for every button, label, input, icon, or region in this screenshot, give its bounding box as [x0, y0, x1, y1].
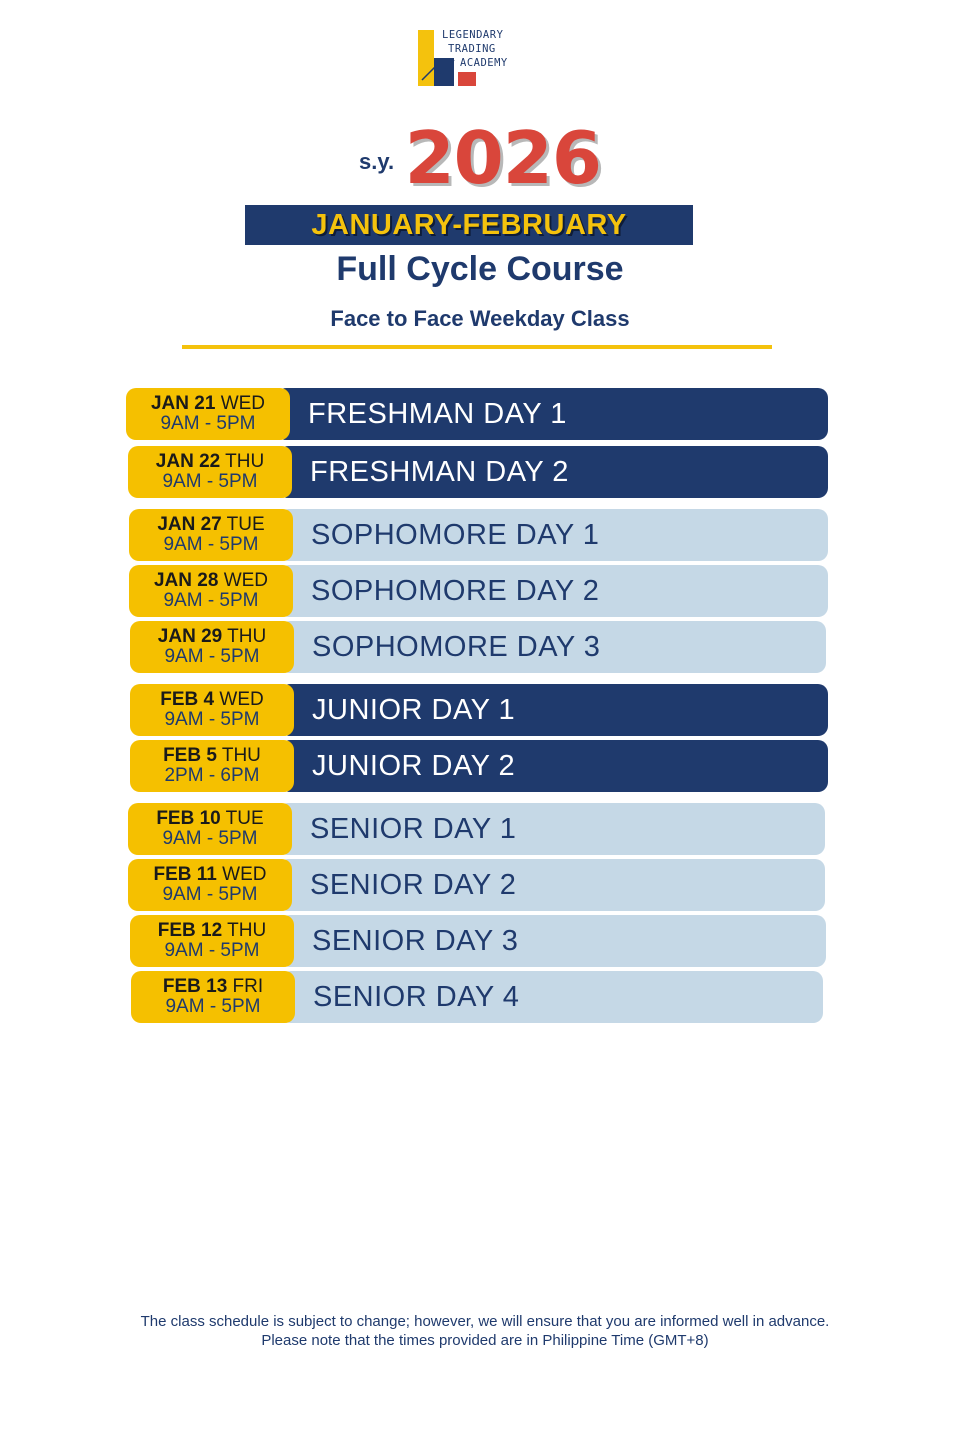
- date-pill: [130, 740, 294, 792]
- session-date: JAN 27: [157, 514, 222, 535]
- schedule-row: [130, 621, 826, 673]
- session-time: 2PM - 6PM: [164, 765, 260, 786]
- session-weekday: WED: [223, 570, 269, 591]
- date-pill: [128, 446, 292, 498]
- schedule-row: [128, 859, 825, 911]
- session-name: SOPHOMORE DAY 2: [311, 575, 600, 607]
- session-weekday: WED: [219, 689, 264, 710]
- session-weekday: THU: [227, 626, 267, 647]
- school-year-value: 2026: [404, 116, 601, 200]
- date-pill: [128, 803, 292, 855]
- schedule-row: [126, 388, 828, 440]
- month-range-banner: JANUARY-FEBRUARY: [245, 205, 693, 245]
- session-time: 9AM - 5PM: [164, 709, 260, 730]
- session-time: 9AM - 5PM: [162, 828, 258, 849]
- session-date: FEB 13: [162, 976, 228, 997]
- course-subtitle: Face to Face Weekday Class: [330, 306, 630, 331]
- school-year-heading: [0, 116, 960, 200]
- schedule-disclaimer: The class schedule is subject to change; however, we will ensure that you are informed well in advance. Please note that the times provided are in Philippine Time (GMT+8): [140, 1313, 830, 1349]
- session-weekday: WED: [222, 864, 267, 885]
- session-weekday: TUE: [225, 808, 264, 829]
- session-date: FEB 11: [153, 864, 217, 885]
- date-pill: [130, 684, 294, 736]
- session-weekday: FRI: [232, 976, 264, 997]
- logo-line-1: LEGENDARY: [442, 29, 504, 41]
- date-pill: [130, 621, 294, 673]
- session-name: SENIOR DAY 3: [312, 925, 519, 957]
- school-year-label: s.y.: [359, 149, 395, 174]
- session-time: 9AM - 5PM: [160, 413, 256, 434]
- session-time: 9AM - 5PM: [162, 884, 258, 905]
- session-date: JAN 22: [155, 451, 221, 472]
- session-name: SENIOR DAY 4: [313, 981, 520, 1013]
- session-name: FRESHMAN DAY 2: [310, 456, 569, 488]
- schedule-row: [128, 446, 828, 498]
- schedule-row: [128, 803, 825, 855]
- session-time: 9AM - 5PM: [164, 646, 260, 667]
- schedule-row: [130, 684, 828, 736]
- session-name: JUNIOR DAY 1: [312, 694, 516, 726]
- session-time: 9AM - 5PM: [165, 996, 261, 1017]
- date-pill: [128, 859, 292, 911]
- session-name: SENIOR DAY 1: [310, 813, 517, 845]
- date-pill: [130, 915, 294, 967]
- session-time: 9AM - 5PM: [164, 940, 260, 961]
- session-time: 9AM - 5PM: [163, 590, 259, 611]
- schedule-row: [130, 915, 826, 967]
- session-weekday: THU: [221, 745, 261, 766]
- date-pill: [129, 509, 293, 561]
- logo-line-2: TRADING: [448, 43, 496, 55]
- session-time: 9AM - 5PM: [162, 471, 258, 492]
- session-date: JAN 21: [150, 393, 216, 414]
- logo-wordmark: [442, 28, 542, 70]
- schedule-row: [130, 740, 828, 792]
- schedule-row: [129, 509, 828, 561]
- session-name: JUNIOR DAY 2: [312, 750, 516, 782]
- schedule-row: [129, 565, 828, 617]
- session-weekday: THU: [225, 451, 265, 472]
- session-date: FEB 12: [157, 920, 223, 941]
- session-name: SENIOR DAY 2: [310, 869, 517, 901]
- date-pill: [131, 971, 295, 1023]
- date-pill: [126, 388, 290, 440]
- session-time: 9AM - 5PM: [163, 534, 259, 555]
- schedule-row: [131, 971, 823, 1023]
- session-date: FEB 5: [163, 745, 217, 766]
- session-weekday: THU: [227, 920, 267, 941]
- session-date: JAN 28: [153, 570, 219, 591]
- session-date: FEB 10: [156, 808, 221, 829]
- logo-line-3: ACADEMY: [460, 57, 508, 69]
- date-pill: [129, 565, 293, 617]
- academy-logo: [418, 28, 548, 88]
- session-name: FRESHMAN DAY 1: [308, 398, 567, 430]
- session-date: FEB 4: [160, 689, 215, 710]
- session-weekday: TUE: [226, 514, 265, 535]
- session-weekday: WED: [220, 393, 266, 414]
- session-date: JAN 29: [157, 626, 223, 647]
- session-name: SOPHOMORE DAY 1: [311, 519, 600, 551]
- title-divider: [182, 345, 772, 349]
- session-name: SOPHOMORE DAY 3: [312, 631, 601, 663]
- course-title: Full Cycle Course: [336, 250, 624, 288]
